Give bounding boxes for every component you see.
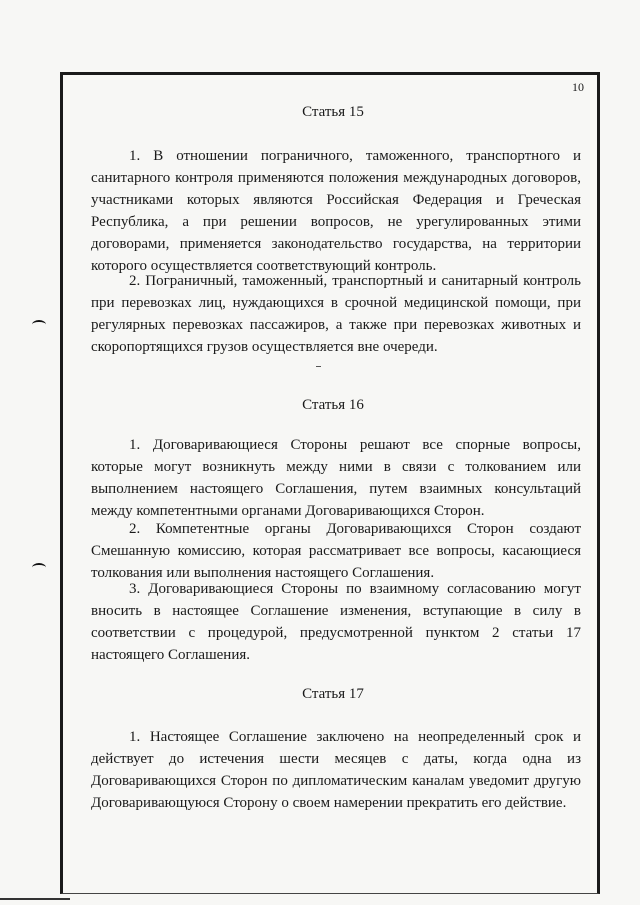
paragraph-text: 3. Договаривающиеся Стороны по взаимному согласованию могут вносить в настоящее Соглашение изменения, вступающие в силу в соответствии с процедурой, предусмотренной пунктом 2 статьи 17 настоящего Соглашения. [91, 581, 581, 663]
article-paragraph [91, 145, 581, 277]
frame-edge [0, 898, 70, 900]
punch-hole-mark [32, 563, 46, 572]
paragraph-text: 1. Настоящее Соглашение заключено на неопределенный срок и действует до истечения шести месяцев с даты, когда одна из Договаривающихся Сторон по дипломатическим каналам уведомит другую Договаривающуюся Сторону о своем намерении прекратить его действие. [91, 729, 581, 811]
article-paragraph [91, 434, 581, 522]
paragraph-text: 1. В отношении пограничного, таможенного, транспортного и санитарного контроля применяются положения международных договоров, участниками которых являются Российская Федерация и Греческая Республика, а при решении вопросов, не урегулированных этими договорами, применяется законодательство государства, на территории которого осуществляется соответствующий контроль. [91, 148, 581, 274]
punch-hole-mark [32, 320, 46, 329]
scan-speck [316, 366, 321, 367]
article-title: Статья 15 [302, 104, 364, 120]
paragraph-text: 2. Компетентные органы Договаривающихся Сторон создают Смешанную комиссию, которая рассматривает все вопросы, касающиеся толкования или выполнения настоящего Соглашения. [91, 521, 581, 581]
paragraph-text: 2. Пограничный, таможенный, транспортный и санитарный контроль при перевозках лиц, нуждающихся в срочной медицинской помощи, при регулярных перевозках пассажиров, а также при перевозках животных и скоропортящихся грузов осуществляется вне очереди. [91, 273, 581, 355]
paragraph-text: 1. Договаривающиеся Стороны решают все спорные вопросы, которые могут возникнуть между ними в связи с толкованием или выполнением настоящего Соглашения, путем взаимных консультаций между компетентными органами Договаривающихся Сторон. [91, 437, 581, 519]
article-title: Статья 16 [302, 397, 364, 413]
article-paragraph [91, 726, 581, 814]
article-paragraph [91, 518, 581, 584]
article-paragraph [91, 270, 581, 358]
article-paragraph [91, 578, 581, 666]
article-title: Статья 17 [302, 686, 364, 702]
page-number: 10 [572, 80, 584, 94]
